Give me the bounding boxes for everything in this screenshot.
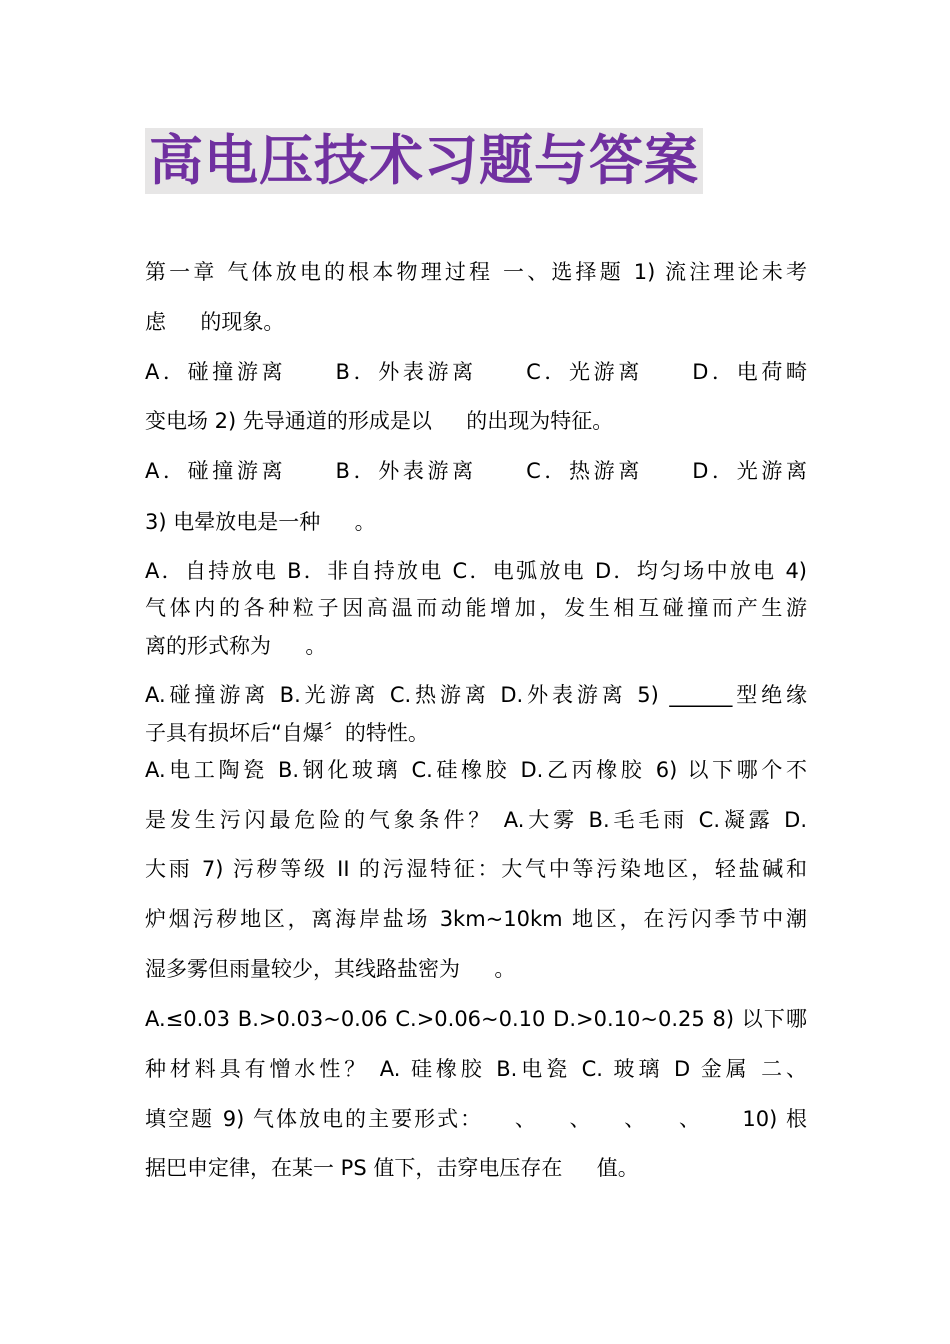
- text-line: 3) 电晕放电是一种 。: [145, 510, 376, 534]
- text-line: A．自持放电 B．非自持放电 C．电弧放电 D．均匀场中放电 4): [145, 559, 807, 583]
- text-line: 子具有损坏后“自爆〞的特性。: [145, 721, 429, 745]
- text-line: 据巴申定律，在某一 PS 值下，击穿电压存在 值。: [145, 1156, 639, 1180]
- text-line: 气体内的各种粒子因高温而动能增加，发生相互碰撞而产生游: [145, 596, 807, 620]
- text-line: A.≤0.03 B.>0.03~0.06 C.>0.06~0.10 D.>0.10~0.25 8) 以下哪: [145, 1007, 807, 1031]
- text-line: A．碰撞游离 B．外表游离 C．光游离 D．电荷畸: [145, 360, 807, 384]
- text-line: 湿多雾但雨量较少，其线路盐密为 。: [145, 957, 516, 981]
- text-line: 大雨 7) 污秽等级 II 的污湿特征：大气中等污染地区，轻盐碱和: [145, 857, 807, 881]
- text-line: 第一章 气体放电的根本物理过程 一、选择题 1) 流注理论未考: [145, 260, 807, 284]
- text-line: A.碰撞游离 B.光游离 C.热游离 D.外表游离 5) ______型绝缘: [145, 683, 807, 707]
- text-line: 变电场 2) 先导通道的形成是以 的出现为特征。: [145, 409, 614, 433]
- text-line: A．碰撞游离 B．外表游离 C．热游离 D．光游离: [145, 459, 807, 483]
- text-line: 虑 的现象。: [145, 310, 285, 334]
- text-line: 种材料具有憎水性？ A. 硅橡胶 B.电瓷 C. 玻璃 D 金属 二、: [145, 1057, 807, 1081]
- text-line: 炉烟污秽地区，离海岸盐场 3km~10km 地区，在污闪季节中潮: [145, 907, 807, 931]
- text-line: 离的形式称为 。: [145, 634, 327, 658]
- text-line: 是发生污闪最危险的气象条件？ A.大雾 B.毛毛雨 C.凝露 D.: [145, 808, 807, 832]
- text-line: A.电工陶瓷 B.钢化玻璃 C.硅橡胶 D.乙丙橡胶 6) 以下哪个不: [145, 758, 807, 782]
- text-line: 填空题 9) 气体放电的主要形式： 、 、 、 、 10) 根: [145, 1107, 807, 1131]
- document-title: 高电压技术习题与答案: [145, 128, 703, 194]
